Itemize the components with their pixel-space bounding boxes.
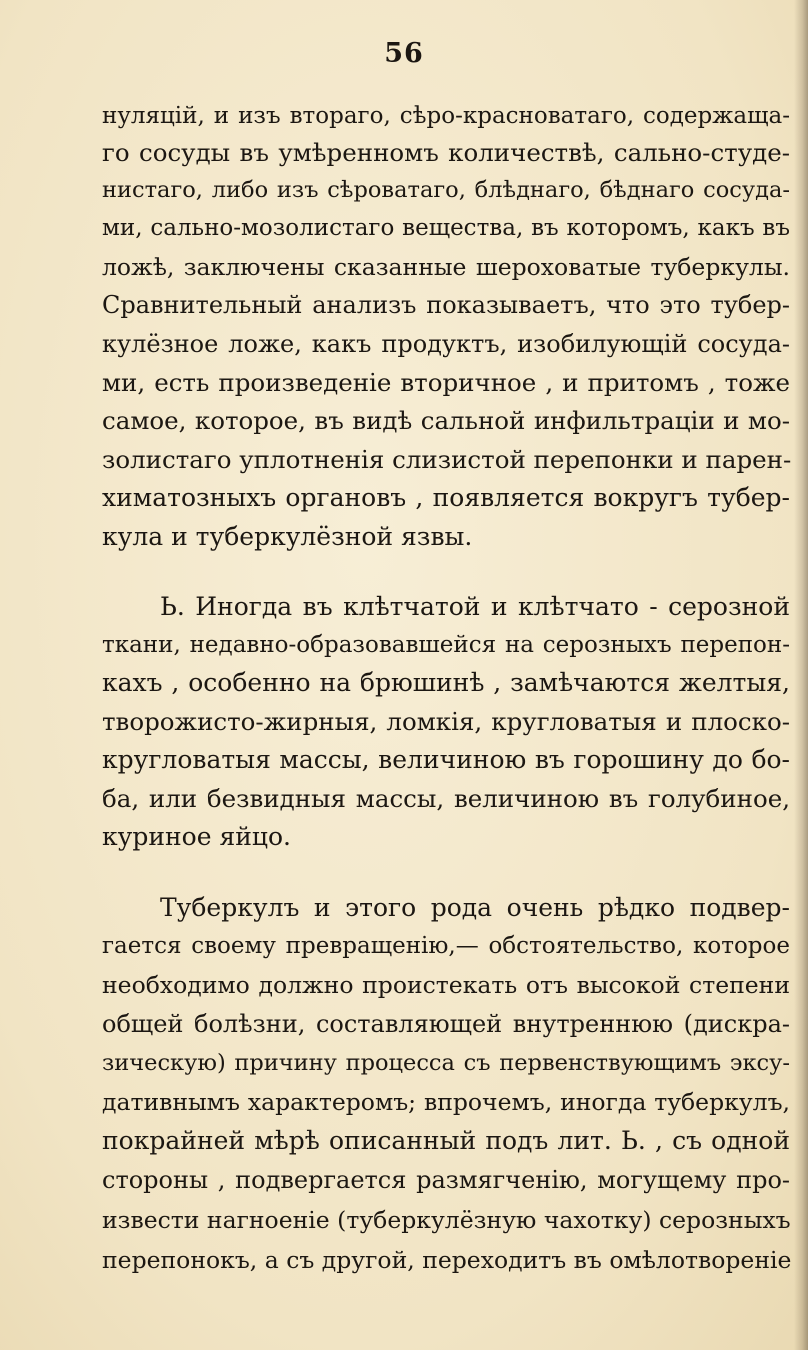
text-line: нистаго, либо изъ сѣроватаго, блѣднаго, бѣднаго сосуда-: [102, 177, 790, 203]
text-line: ложѣ, заключены сказанные шероховатые туберкулы.: [102, 253, 790, 281]
text-line: кругловатыя массы, величиною въ горошину до бо-: [102, 745, 790, 774]
text-line: самое, которое, въ видѣ сальной инфильтраціи и мо-: [102, 406, 790, 435]
text-line: необходимо должно проистекать отъ высокой степени: [102, 971, 790, 999]
text-line: стороны , подвергается размягченію, могущему про-: [102, 1166, 790, 1194]
text-line: гается своему превращенію,— обстоятельство, которое: [102, 933, 790, 959]
text-line: ткани, недавно-образовавшейся на серозныхъ перепон-: [102, 632, 790, 658]
text-line: ми, сально-мозолистаго вещества, въ которомъ, какъ въ: [102, 215, 790, 241]
text-line: ба, или безвидныя массы, величиною въ голубиное,: [102, 784, 790, 813]
text-line: куриное яйцо.: [102, 822, 291, 851]
text-line: ми, есть произведеніе вторичное , и притомъ , тоже: [102, 368, 790, 397]
text-line: кулёзное ложе, какъ продуктъ, изобилующій сосуда-: [102, 330, 790, 358]
text-line: го сосуды въ умѣренномъ количествѣ, сально-студе-: [102, 138, 790, 167]
text-line: творожисто-жирныя, ломкія, кругловатыя и плоско-: [102, 707, 790, 736]
text-line: перепонокъ, а съ другой, переходитъ въ омѣлотвореніе: [102, 1246, 792, 1274]
text-line: кахъ , особенно на брюшинѣ , замѣчаются желтыя,: [102, 668, 790, 697]
text-line: кула и туберкулёзной язвы.: [102, 522, 473, 551]
text-line: извести нагноеніе (туберкулёзную чахотку) серозныхъ: [102, 1206, 791, 1234]
text-line: нуляцій, и изъ втораго, сѣро-красноватаго, содержаща-: [102, 103, 790, 129]
text-line: золистаго уплотненія слизистой перепонки и парен-: [102, 445, 792, 474]
text-line: Ь. Иногда въ клѣтчатой и клѣтчато - серозной: [160, 592, 790, 621]
text-line: покрайней мѣрѣ описанный подъ лит. Ь. , съ одной: [102, 1126, 790, 1155]
text-line: дативнымъ характеромъ; впрочемъ, иногда туберкулъ,: [102, 1088, 790, 1116]
text-line: Сравнительный анализъ показываетъ, что это тубер-: [102, 291, 790, 319]
text-line: зическую) причину процесса съ первенствующимъ эксу-: [102, 1050, 790, 1076]
page-edge-shadow: [794, 0, 808, 1350]
page-number: 56: [384, 38, 424, 69]
text-line: общей болѣзни, составляющей внутреннюю (дискра-: [102, 1010, 790, 1038]
text-line: химатозныхъ органовъ , появляется вокругъ тубер-: [102, 483, 790, 512]
text-line: Туберкулъ и этого рода очень рѣдко подвер-: [160, 893, 790, 922]
